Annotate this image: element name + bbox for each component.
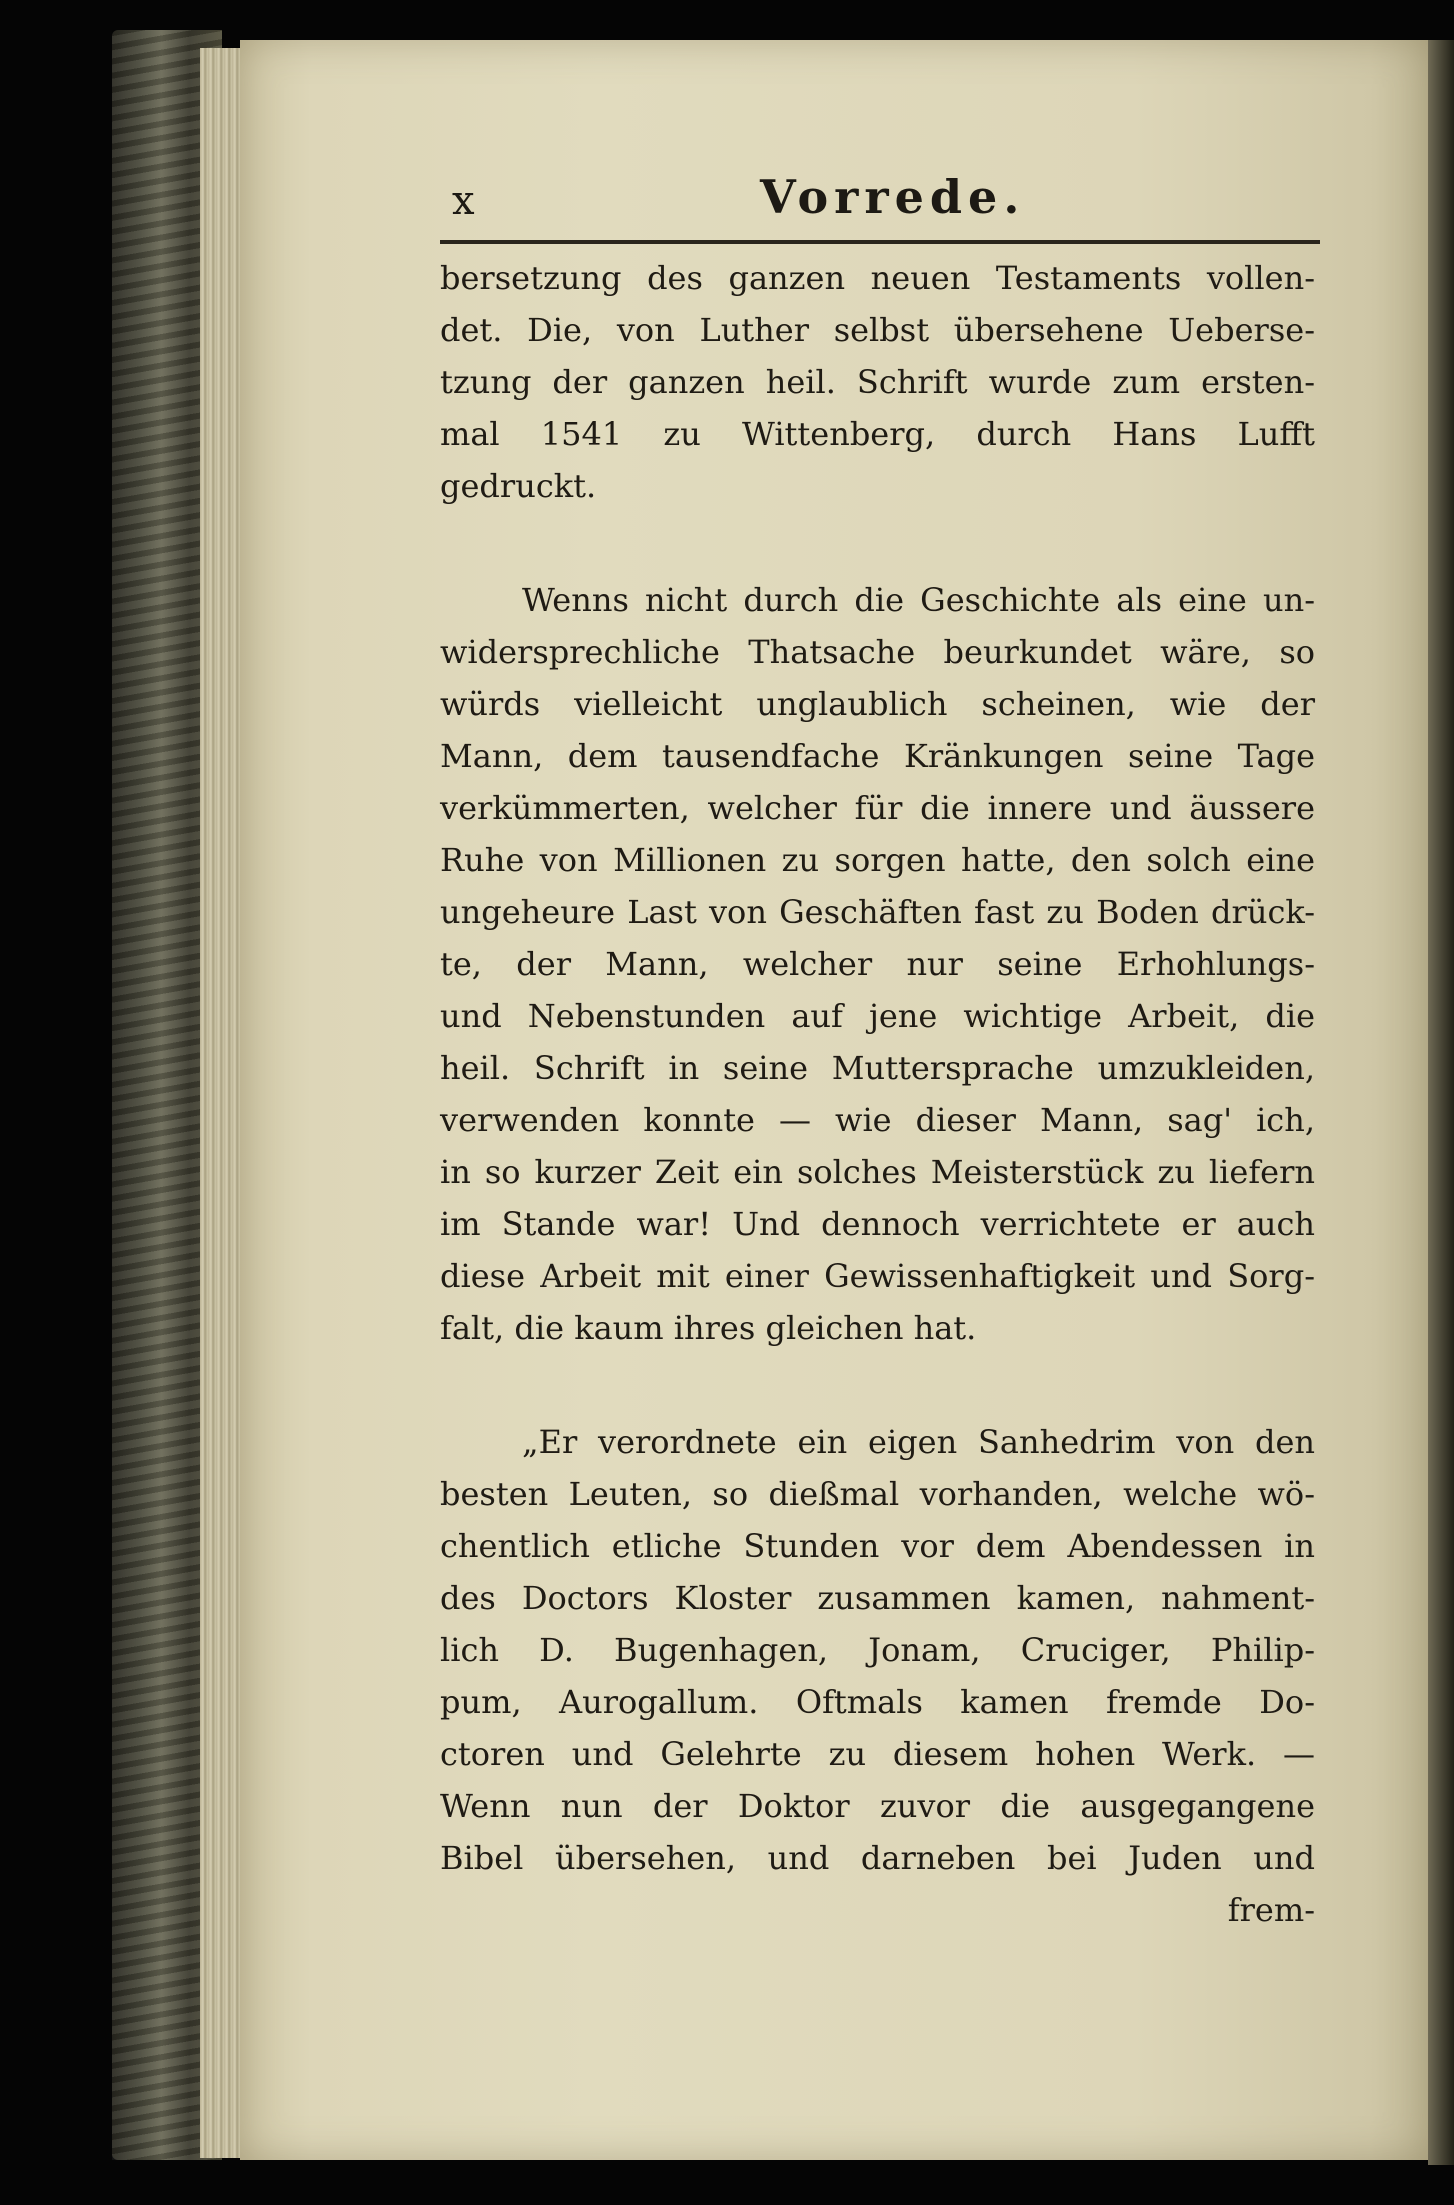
text-line: falt, die kaum ihres gleichen hat. (440, 1309, 977, 1347)
text-line: „Er verordnete ein eigen Sanhedrim von den (522, 1423, 1315, 1461)
text-line: pum, Aurogallum. Oftmals kamen fremde Do- (440, 1683, 1315, 1721)
text-line: Mann, dem tausendfache Kränkungen seine Tage (440, 737, 1315, 775)
catchword: frem- (1227, 1891, 1315, 1929)
text-line: in so kurzer Zeit ein solches Meisterstück zu liefern (440, 1153, 1315, 1191)
text-line: des Doctors Kloster zusammen kamen, nahment- (440, 1579, 1315, 1617)
page-header (440, 170, 1320, 240)
paragraph (440, 1416, 1315, 1884)
page-number: x (452, 178, 475, 224)
running-head: Vorrede. (760, 170, 1026, 224)
text-line: heil. Schrift in seine Muttersprache umzukleiden, (440, 1049, 1315, 1087)
text-line: würds vielleicht unglaublich scheinen, wie der (440, 685, 1315, 723)
text-line: widersprechliche Thatsache beurkundet wäre, so (440, 633, 1315, 671)
text-line: chentlich etliche Stunden vor dem Abendessen in (440, 1527, 1315, 1565)
text-line: diese Arbeit mit einer Gewissenhaftigkeit und Sorg- (440, 1257, 1315, 1295)
paragraph (440, 252, 1315, 512)
text-line: Ruhe von Millionen zu sorgen hatte, den solch eine (440, 841, 1315, 879)
text-line: im Stande war! Und dennoch verrichtete er auch (440, 1205, 1315, 1243)
header-rule (440, 240, 1320, 244)
text-line: bersetzung des ganzen neuen Testaments vollen- (440, 259, 1315, 297)
text-line: mal 1541 zu Wittenberg, durch Hans Lufft (440, 415, 1315, 453)
book-gutter (1428, 40, 1454, 2165)
text-line: det. Die, von Luther selbst übersehene Ueberse- (440, 311, 1315, 349)
text-line: Wenns nicht durch die Geschichte als eine un- (522, 581, 1315, 619)
text-line: te, der Mann, welcher nur seine Erhohlungs- (440, 945, 1315, 983)
text-line: ctoren und Gelehrte zu diesem hohen Werk. — (440, 1735, 1315, 1773)
text-line: ungeheure Last von Geschäften fast zu Boden drück- (440, 893, 1315, 931)
text-line: verwenden konnte — wie dieser Mann, sag' ich, (440, 1101, 1315, 1139)
text-line: und Nebenstunden auf jene wichtige Arbeit, die (440, 997, 1315, 1035)
text-line: gedruckt. (440, 467, 597, 505)
text-line: besten Leuten, so dießmal vorhanden, welche wö- (440, 1475, 1315, 1513)
text-line: Bibel übersehen, und darneben bei Juden und (440, 1839, 1315, 1877)
text-line: Wenn nun der Doktor zuvor die ausgegangene (440, 1787, 1315, 1825)
text-line: verkümmerten, welcher für die innere und äussere (440, 789, 1315, 827)
text-line: lich D. Bugenhagen, Jonam, Cruciger, Philip- (440, 1631, 1315, 1669)
paragraph (440, 574, 1315, 1354)
text-line: tzung der ganzen heil. Schrift wurde zum ersten- (440, 363, 1315, 401)
body-text (440, 252, 1315, 1936)
